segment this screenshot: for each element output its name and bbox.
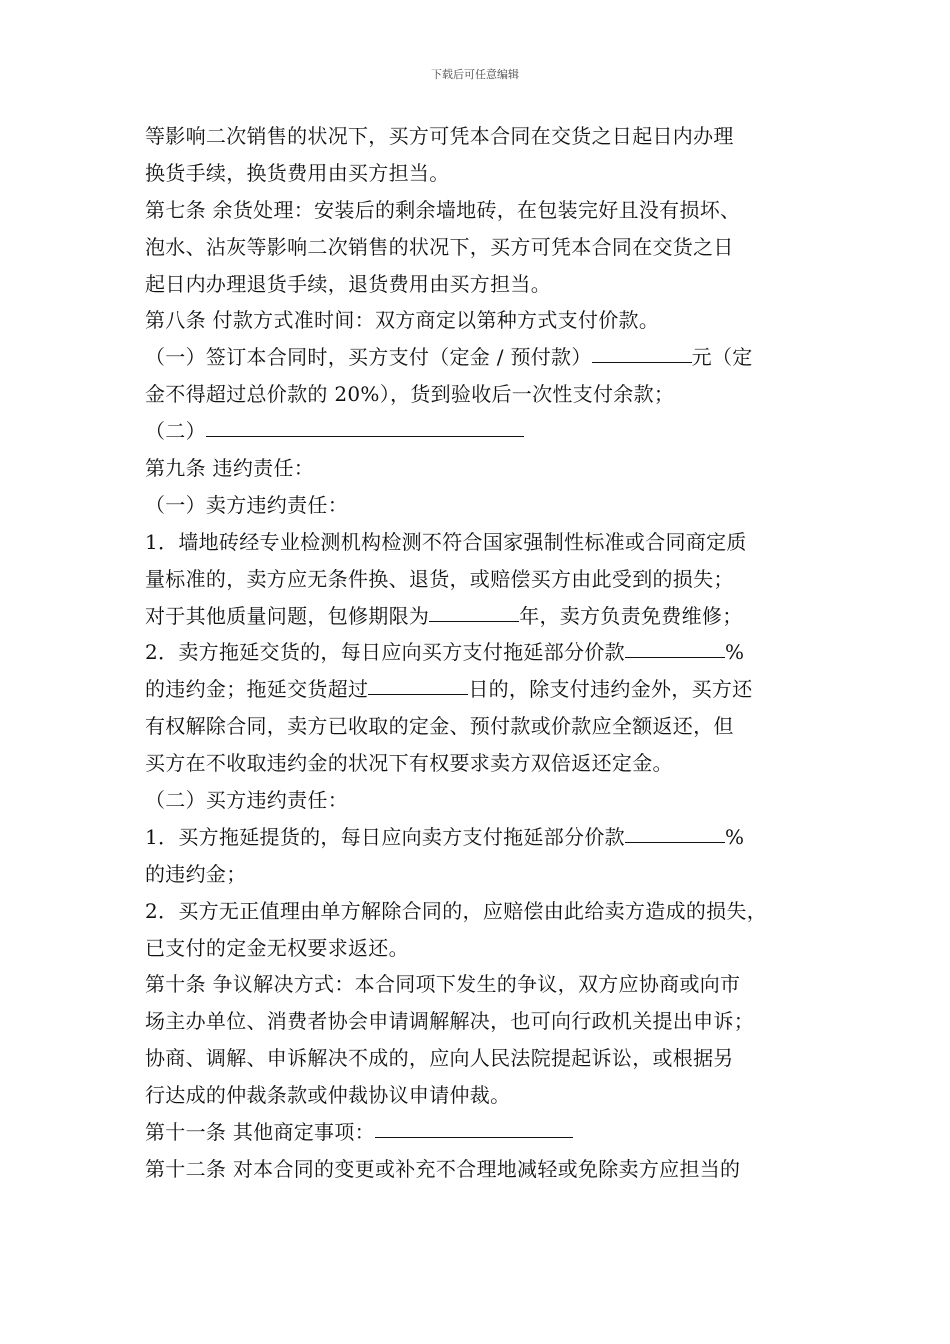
contract-body — [145, 118, 815, 1188]
text-segment: % — [724, 824, 745, 849]
text-line — [145, 598, 815, 635]
text-segment: 元（定 — [691, 345, 753, 370]
text-line: 1．墙地砖经专业检测机构检测不符合国家强制性标准或合同商定质 — [145, 529, 747, 554]
text-line: （二）买方违约责任： — [145, 788, 348, 813]
article-10: 第十条 争议解决方式：本合同项下发生的争议，双方应协商或向市 — [145, 972, 741, 997]
text-segment: 日的，除支付违约金外，买方还 — [468, 677, 753, 702]
article-9: 第九条 违约责任： — [145, 456, 315, 481]
text-line: 起日内办理退货手续，退货费用由买方担当。 — [145, 271, 551, 296]
text-line: 泡水、沾灰等影响二次销售的状况下，买方可凭本合同在交货之日 — [145, 234, 734, 259]
text-segment: 2．卖方拖延交货的，每日应向买方支付拖延部分价款 — [145, 640, 625, 665]
text-line — [145, 634, 815, 671]
blank-line — [206, 414, 524, 437]
text-line: （一）卖方违约责任： — [145, 492, 348, 517]
text-line — [145, 339, 815, 376]
text-line: 2．买方无正值理由单方解除合同的，应赔偿由此给卖方造成的损失， — [145, 898, 768, 923]
text-line: 换货手续，换货费用由买方担当。 — [145, 160, 450, 185]
text-segment: 第十一条 其他商定事项： — [145, 1120, 375, 1145]
text-line: 已支付的定金无权要求返还。 — [145, 935, 409, 960]
text-line: 等影响二次销售的状况下，买方可凭本合同在交货之日起日内办理 — [145, 124, 734, 148]
blank-line — [592, 340, 692, 363]
text-line: 有权解除合同，卖方已收取的定金、预付款或价款应全额返还，但 — [145, 714, 734, 739]
text-line — [145, 671, 815, 708]
article-8: 第八条 付款方式准时间：双方商定以第种方式支付价款。 — [145, 308, 660, 333]
blank-line — [625, 635, 725, 658]
text-line: 量标准的，卖方应无条件换、退货，或赔偿买方由此受到的损失； — [145, 566, 734, 591]
text-segment: 1．买方拖延提货的，每日应向卖方支付拖延部分价款 — [145, 824, 625, 849]
blank-line — [375, 1115, 573, 1138]
text-line: 协商、调解、申诉解决不成的，应向人民法院提起诉讼，或根据另 — [145, 1046, 734, 1071]
text-segment: 的违约金；拖延交货超过 — [145, 677, 369, 702]
blank-line — [368, 672, 468, 695]
text-line: 的违约金； — [145, 861, 247, 886]
article-7: 第七条 余货处理：安装后的剩余墙地砖，在包装完好且没有损坏、 — [145, 197, 741, 222]
text-line — [145, 819, 815, 856]
text-line: 场主办单位、消费者协会申请调解解决，也可向行政机关提出申诉； — [145, 1009, 754, 1034]
text-line: 金不得超过总价款的 20%），货到验收后一次性支付余款； — [145, 382, 675, 407]
blank-line — [429, 599, 519, 622]
text-line: 买方在不收取违约金的状况下有权要求卖方双倍返还定金。 — [145, 751, 673, 776]
text-line: 行达成的仲裁条款或仲裁协议申请仲裁。 — [145, 1083, 511, 1108]
article-12: 第十二条 对本合同的变更或补充不合理地减轻或免除卖方应担当的 — [145, 1156, 741, 1181]
page-header: 下载后可任意编辑 — [431, 68, 519, 81]
text-segment: 对于其他质量问题，包修期限为 — [145, 603, 430, 628]
text-segment: 年，卖方负责免费维修； — [519, 603, 743, 628]
text-segment: % — [724, 640, 745, 665]
text-segment: （二） — [145, 419, 206, 444]
text-line — [145, 413, 815, 450]
blank-line — [625, 820, 725, 843]
article-11 — [145, 1114, 815, 1151]
text-segment: （一）签订本合同时，买方支付（定金 / 预付款） — [145, 345, 592, 370]
